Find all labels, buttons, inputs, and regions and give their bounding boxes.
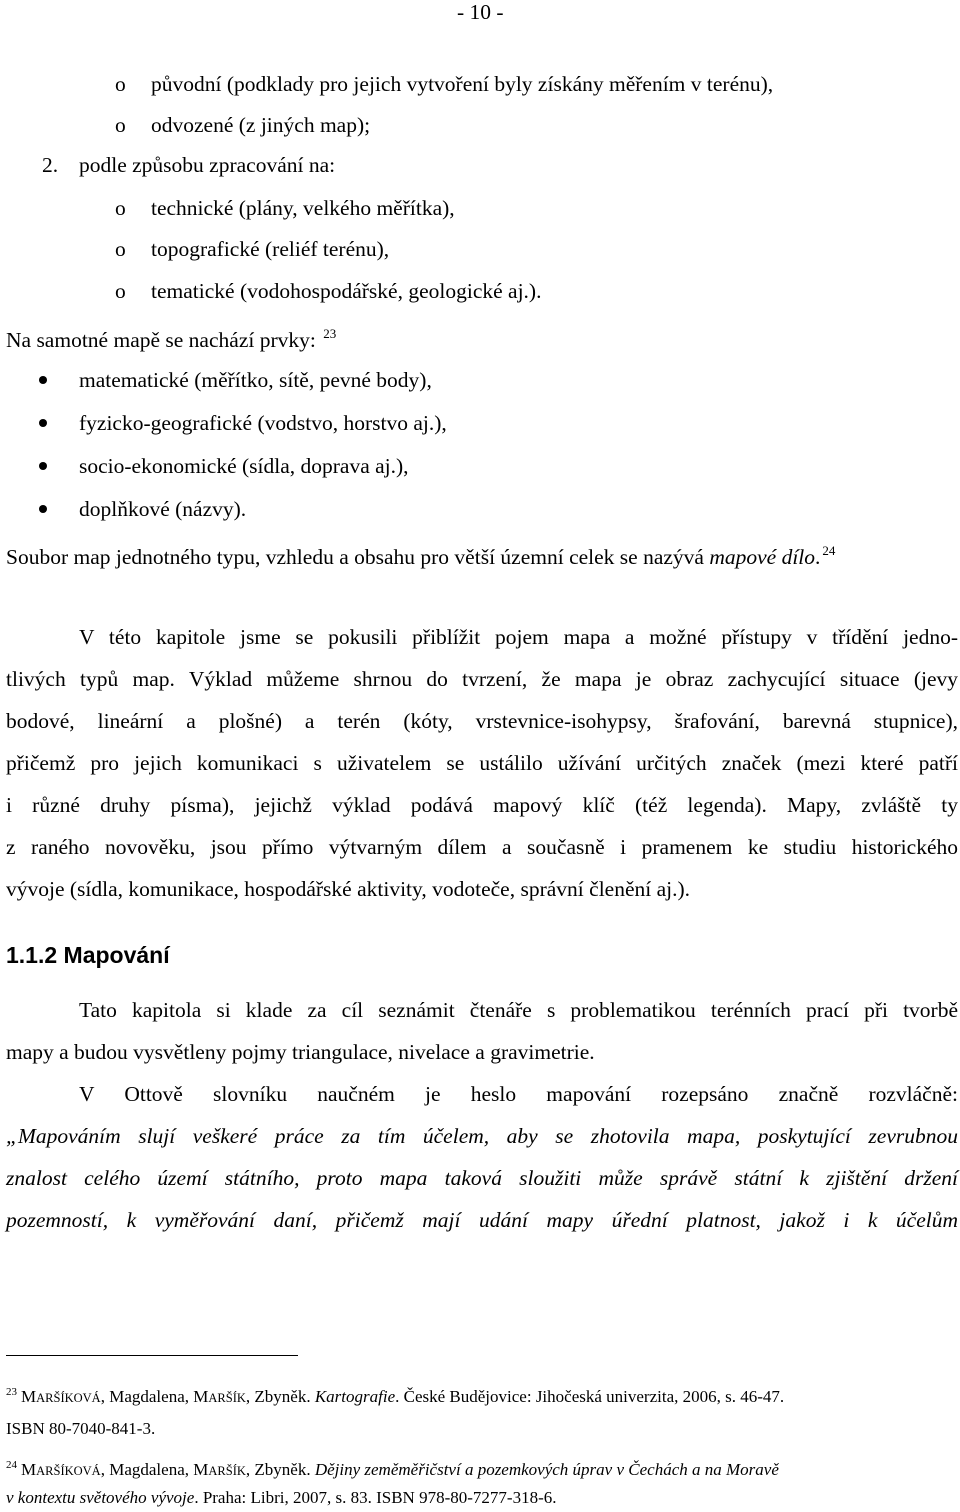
author-initial: M	[193, 1387, 209, 1406]
list-marker: o	[115, 237, 126, 261]
numbered-label: 2.	[42, 153, 59, 177]
paragraph-line: mapy a budou vysvětleny pojmy triangulace, nivelace a gravimetrie.	[6, 1040, 595, 1064]
list-item: tematické (vodohospodářské, geologické aj.).	[151, 279, 542, 303]
paragraph-line: i různé druhy písma), jejichž výklad podává mapový klíč (též legenda). Mapy, zvláště ty	[6, 793, 958, 817]
author-smallcaps: ARŠÍK	[208, 1391, 246, 1405]
work-title-cont: v kontextu světového vývoje	[6, 1488, 195, 1507]
quote-line: „Mapováním slují veškeré práce za tím účelem, aby se zhotovila mapa, poskytující zevrubnou	[6, 1124, 958, 1148]
list-item: původní (podklady pro jejich vytvoření byly získány měřením v terénu),	[151, 72, 774, 96]
definition-end: .	[815, 545, 821, 569]
definition-text: Soubor map jednotného typu, vzhledu a obsahu pro větší územní celek se nazývá	[6, 545, 710, 569]
paragraph-line: Tato kapitola si klade za cíl seznámit čtenáře s problematikou terénních prací při tvorbě	[79, 998, 958, 1022]
list-item: odvozené (z jiných map);	[151, 113, 371, 137]
paragraph-line: tlivých typů map. Výklad můžeme shrnou do tvrzení, že mapa je obraz zachycující situace (jevy	[6, 667, 958, 691]
author-rest: , Zbyněk.	[245, 1460, 315, 1479]
footnote-23	[6, 1381, 784, 1409]
list-marker: o	[115, 279, 126, 303]
list-marker: o	[115, 196, 126, 220]
author-rest: , Magdalena,	[100, 1460, 194, 1479]
intro-line	[6, 320, 336, 354]
author-smallcaps: ARŠÍKOVÁ	[36, 1464, 101, 1478]
footnote-number: 24	[6, 1459, 17, 1471]
footnote-24	[6, 1454, 779, 1482]
citation-rest: . Praha: Libri, 2007, s. 83. ISBN 978-80-7277-318-6.	[194, 1488, 557, 1507]
paragraph-line: přičemž pro jejich komunikaci s uživatelem se ustálilo užívání určitých značek (mezi které patří	[6, 751, 958, 775]
bullet-dot	[39, 505, 47, 513]
citation-rest: . České Budějovice: Jihočeská univerzita, 2006, s. 46-47.	[395, 1387, 785, 1406]
author-smallcaps: ARŠÍKOVÁ	[36, 1391, 101, 1405]
footnote-ref: 24	[822, 543, 836, 558]
footnote-number: 23	[6, 1386, 17, 1398]
bullet-dot	[39, 376, 47, 384]
paragraph-line: V Ottově slovníku naučném je heslo mapování rozepsáno značně rozvláčně:	[79, 1082, 958, 1106]
page-number: - 10 -	[457, 0, 504, 24]
author-initial: M	[193, 1460, 209, 1479]
intro-text: Na samotné mapě se nachází prvky:	[6, 328, 316, 352]
footnote-23-cont: ISBN 80-7040-841-3.	[6, 1419, 156, 1438]
numbered-item: podle způsobu zpracování na:	[79, 153, 336, 177]
work-title: Dějiny zeměměřičství a pozemkových úprav v Čechách a na Moravě	[314, 1460, 779, 1479]
bullet-item: doplňkové (názvy).	[79, 497, 247, 521]
bullet-dot	[39, 462, 47, 470]
work-title: Kartografie	[314, 1387, 396, 1406]
bullet-item: fyzicko-geografické (vodstvo, horstvo aj.),	[79, 411, 447, 435]
list-marker: o	[115, 72, 126, 96]
author-initial: M	[21, 1387, 37, 1406]
paragraph-line: bodové, lineární a plošné) a terén (kóty, vrstevnice-isohypsy, šrafování, barevná stupnice),	[6, 709, 958, 733]
list-item: topografické (reliéf terénu),	[151, 237, 390, 261]
footnote-ref: 23	[323, 326, 337, 341]
list-marker: o	[115, 113, 126, 137]
paragraph-line: z raného novověku, jsou přímo výtvarným dílem a současně i pramenem ke studiu historického	[6, 835, 958, 859]
footnote-24-cont	[6, 1487, 556, 1509]
bullet-item: matematické (měřítko, sítě, pevné body),	[79, 368, 432, 392]
author-initial: M	[21, 1460, 37, 1479]
quote-line: znalost celého území státního, proto mapa taková sloužiti může správě státní k zjištění držení	[6, 1166, 958, 1190]
definition-line	[6, 537, 835, 571]
author-rest: , Zbyněk.	[245, 1387, 315, 1406]
definition-term: mapové dílo	[709, 545, 816, 569]
list-item: technické (plány, velkého měřítka),	[151, 196, 455, 220]
footnote-separator	[6, 1355, 298, 1356]
bullet-item: socio-ekonomické (sídla, doprava aj.),	[79, 454, 409, 478]
author-rest: , Magdalena,	[100, 1387, 194, 1406]
paragraph-line: V této kapitole jsme se pokusili přiblížit pojem mapa a možné přístupy v třídění jedno-	[79, 625, 958, 649]
author-smallcaps: ARŠÍK	[208, 1464, 246, 1478]
section-heading: 1.1.2 Mapování	[6, 942, 170, 968]
paragraph-line: vývoje (sídla, komunikace, hospodářské aktivity, vodoteče, správní členění aj.).	[6, 877, 691, 901]
quote-line: pozemností, k vyměřování daní, přičemž mají udání mapy úřední platnost, jakož i k účelům	[6, 1208, 958, 1232]
bullet-dot	[39, 419, 47, 427]
